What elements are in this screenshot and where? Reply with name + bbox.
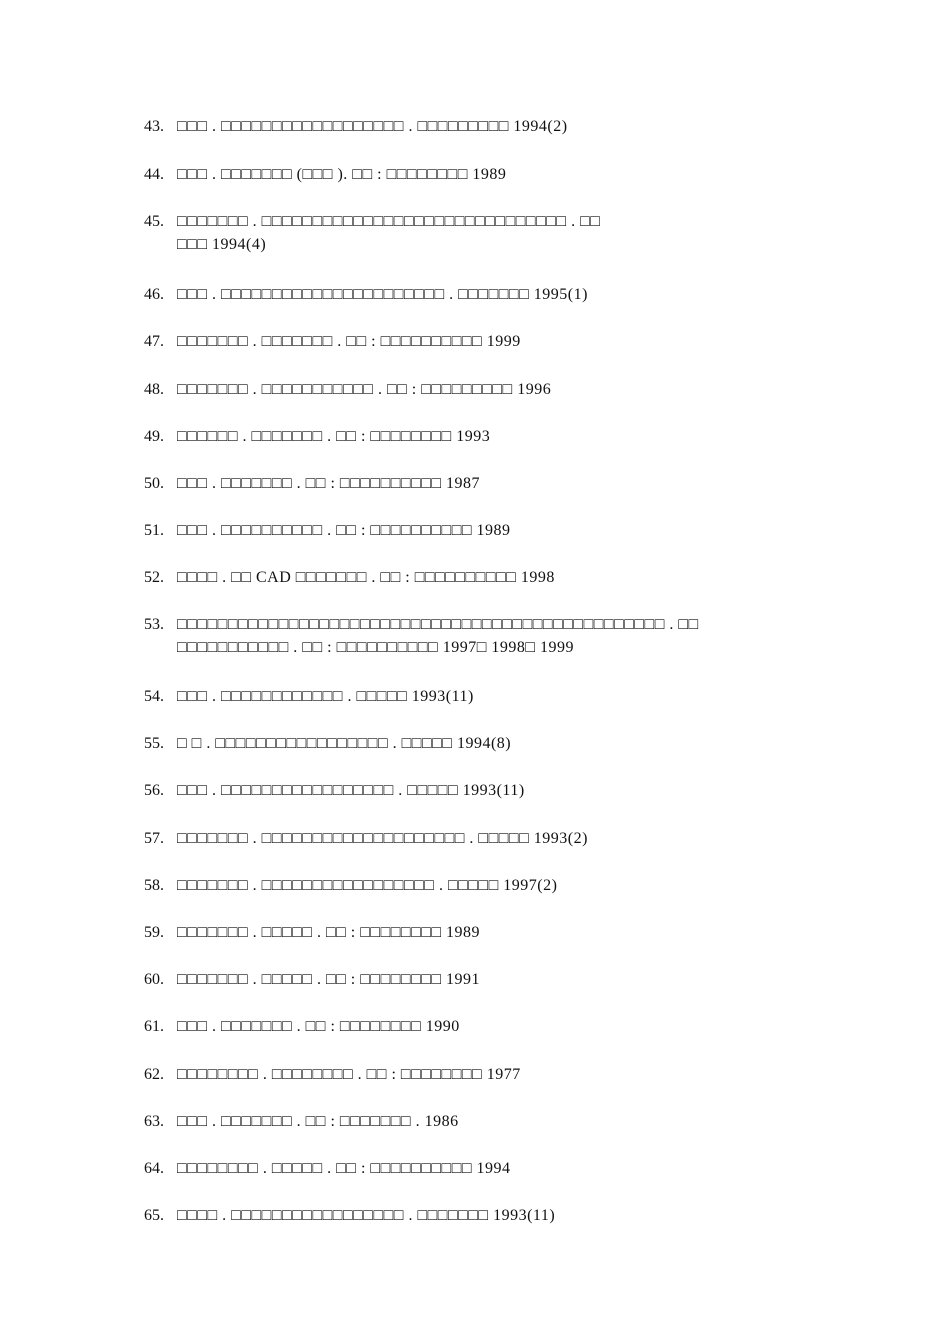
reference-number: 54. [144, 688, 164, 705]
reference-number: 61. [144, 1018, 164, 1035]
reference-text: □□□□□□□□ . □□□□□□□□ . □□ : □□□□□□□□ 1977 [177, 1066, 521, 1083]
reference-number: 49. [144, 428, 164, 445]
reference-text: □□□ 1994(4) [177, 236, 267, 253]
reference-number: 50. [144, 475, 164, 492]
reference-text: □□□ . □□□□□□□□□□□□□□□□□ . □□□□□ 1993(11) [177, 782, 525, 799]
reference-number: 53. [144, 616, 164, 633]
reference-number: 44. [144, 166, 164, 183]
reference-number: 63. [144, 1113, 164, 1130]
reference-number: 45. [144, 213, 164, 230]
reference-number: 59. [144, 924, 164, 941]
reference-number: 43. [144, 118, 164, 135]
reference-number: 58. [144, 877, 164, 894]
reference-text: □□□□□□□ . □□□□□□□□□□□□□□□□□□□□ . □□□□□ 1993(2) [177, 830, 588, 847]
reference-number: 62. [144, 1066, 164, 1083]
reference-text: □□□ . □□□□□□□ (□□□ ). □□ : □□□□□□□□ 1989 [177, 166, 507, 183]
reference-text: □□□□□□□ . □□□□□ . □□ : □□□□□□□□ 1989 [177, 924, 481, 941]
reference-number: 60. [144, 971, 164, 988]
reference-number: 65. [144, 1207, 164, 1224]
reference-text: □ □ . □□□□□□□□□□□□□□□□□ . □□□□□ 1994(8) [177, 735, 512, 752]
reference-text: □□□□□□□ . □□□□□□□□□□□ . □□ : □□□□□□□□□ 1996 [177, 381, 552, 398]
reference-number: 48. [144, 381, 164, 398]
reference-number: 64. [144, 1160, 164, 1177]
reference-text: □□□ . □□□□□□□ . □□ : □□□□□□□ . 1986 [177, 1113, 459, 1130]
reference-text: □□□□□□□□□□□ . □□ : □□□□□□□□□□ 1997□ 1998□ 1999 [177, 639, 575, 656]
reference-number: 56. [144, 782, 164, 799]
reference-number: 51. [144, 522, 164, 539]
reference-number: 55. [144, 735, 164, 752]
reference-number: 47. [144, 333, 164, 350]
reference-number: 46. [144, 286, 164, 303]
reference-text: □□□□□□□ . □□□□□□□□□□□□□□□□□□□□□□□□□□□□□□ . □□ [177, 213, 601, 230]
reference-text: □□□□□□□ . □□□□□□□□□□□□□□□□□ . □□□□□ 1997(2) [177, 877, 558, 894]
reference-text: □□□□ . □□ CAD □□□□□□□ . □□ : □□□□□□□□□□ 1998 [177, 569, 555, 586]
reference-text: □□□□□□□□ . □□□□□ . □□ : □□□□□□□□□□ 1994 [177, 1160, 511, 1177]
reference-text: □□□□□□□ . □□□□□ . □□ : □□□□□□□□ 1991 [177, 971, 481, 988]
reference-text: □□□ . □□□□□□□□□□ . □□ : □□□□□□□□□□ 1989 [177, 522, 511, 539]
reference-number: 52. [144, 569, 164, 586]
reference-text: □□□□□□ . □□□□□□□ . □□ : □□□□□□□□ 1993 [177, 428, 491, 445]
reference-text: □□□ . □□□□□□□ . □□ : □□□□□□□□□□ 1987 [177, 475, 481, 492]
reference-text: □□□□ . □□□□□□□□□□□□□□□□□ . □□□□□□□ 1993(11) [177, 1207, 556, 1224]
reference-text: □□□□□□□□□□□□□□□□□□□□□□□□□□□□□□□□□□□□□□□□□□□□□□□□ . □□ [177, 616, 699, 633]
reference-number: 57. [144, 830, 164, 847]
reference-text: □□□ . □□□□□□□□□□□□□□□□□□□□□□ . □□□□□□□ 1995(1) [177, 286, 588, 303]
reference-text: □□□ . □□□□□□□□□□□□ . □□□□□ 1993(11) [177, 688, 474, 705]
reference-text: □□□□□□□ . □□□□□□□ . □□ : □□□□□□□□□□ 1999 [177, 333, 521, 350]
reference-text: □□□ . □□□□□□□□□□□□□□□□□□ . □□□□□□□□□ 1994(2) [177, 118, 568, 135]
reference-text: □□□ . □□□□□□□ . □□ : □□□□□□□□ 1990 [177, 1018, 460, 1035]
